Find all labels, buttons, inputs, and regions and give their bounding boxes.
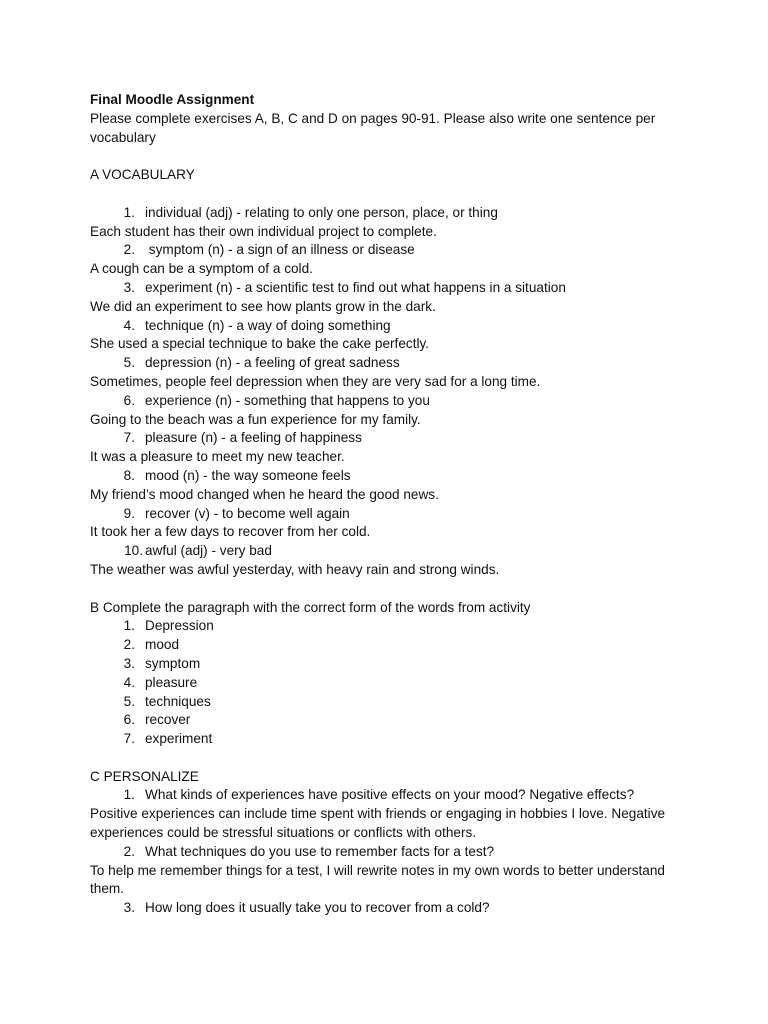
question-item	[90, 899, 690, 918]
answer-number: 7.	[123, 731, 135, 747]
vocab-item	[90, 505, 690, 524]
answer-number: 2.	[123, 637, 135, 653]
answer-word: mood	[145, 637, 180, 653]
vocab-number: 7.	[123, 430, 135, 446]
answer-word: pleasure	[145, 674, 198, 690]
answer-number: 3.	[123, 655, 135, 671]
document-page	[90, 91, 690, 918]
vocab-number: 2.	[123, 242, 135, 258]
vocab-item	[90, 354, 690, 373]
vocab-number: 9.	[123, 505, 135, 521]
vocab-item	[90, 429, 690, 448]
vocab-sentence: A cough can be a symptom of a cold.	[90, 261, 313, 277]
answer-item	[90, 655, 690, 674]
answer-item	[90, 636, 690, 655]
document-title: Final Moodle Assignment	[90, 92, 255, 107]
vocab-item	[90, 241, 690, 260]
vocab-number: 4.	[123, 317, 135, 333]
answer-word: Depression	[145, 618, 214, 634]
answer-number: 4.	[123, 674, 135, 690]
section-a-heading: A VOCABULARY	[90, 167, 195, 183]
answer-word: recover	[145, 712, 191, 728]
question-item	[90, 843, 690, 862]
answer-item	[90, 730, 690, 749]
spacer	[90, 580, 690, 599]
vocab-definition: recover (v) - to become well again	[145, 505, 350, 521]
vocab-item	[90, 392, 690, 411]
vocab-number: 6.	[123, 392, 135, 408]
answer-number: 6.	[123, 712, 135, 728]
vocab-number: 3.	[123, 279, 135, 295]
vocab-sentence: My friend’s mood changed when he heard the good news.	[90, 486, 439, 502]
vocab-sentence: Going to the beach was a fun experience for my family.	[90, 411, 421, 427]
vocab-item	[90, 204, 690, 223]
vocab-sentence: She used a special technique to bake the cake perfectly.	[90, 336, 430, 352]
section-b-heading: B Complete the paragraph with the correct form of the words from activity	[90, 599, 531, 615]
answer-number: 1.	[123, 618, 135, 634]
spacer	[90, 749, 690, 768]
vocab-number: 1.	[123, 204, 135, 220]
vocab-sentence: Each student has their own individual project to complete.	[90, 223, 437, 239]
answer-word: symptom	[145, 655, 201, 671]
spacer	[90, 147, 690, 166]
answer-item	[90, 617, 690, 636]
answer-item	[90, 711, 690, 730]
vocab-sentence: The weather was awful yesterday, with heavy rain and strong winds.	[90, 561, 500, 577]
vocab-item	[90, 542, 690, 561]
question-number: 2.	[123, 843, 135, 859]
vocab-number: 10.	[124, 543, 143, 559]
question-item	[90, 786, 690, 805]
vocab-item	[90, 317, 690, 336]
vocab-definition: symptom (n) - a sign of an illness or disease	[145, 242, 415, 258]
question-number: 1.	[123, 787, 135, 803]
vocab-definition: individual (adj) - relating to only one person, place, or thing	[145, 204, 498, 220]
question-number: 3.	[123, 900, 135, 916]
vocab-number: 5.	[123, 355, 135, 371]
answer-number: 5.	[123, 693, 135, 709]
vocab-definition: depression (n) - a feeling of great sadness	[145, 355, 400, 371]
vocab-definition: experience (n) - something that happens to you	[145, 392, 430, 408]
answer-item	[90, 674, 690, 693]
document-intro: Please complete exercises A, B, C and D on pages 90-91. Please also write one sentence per vocabulary	[90, 110, 656, 145]
question-text: How long does it usually take you to recover from a cold?	[145, 900, 490, 916]
answer-text: Positive experiences can include time spent with friends or engaging in hobbies I love. Negative experiences could be stressful situations or conflicts with others.	[90, 806, 666, 841]
vocab-definition: mood (n) - the way someone feels	[145, 467, 351, 483]
vocab-number: 8.	[123, 467, 135, 483]
vocab-definition: awful (adj) - very bad	[145, 543, 272, 559]
question-text: What kinds of experiences have positive effects on your mood? Negative effects?	[145, 787, 635, 803]
vocab-definition: pleasure (n) - a feeling of happiness	[145, 430, 362, 446]
vocab-definition: experiment (n) - a scientific test to find out what happens in a situation	[145, 279, 566, 295]
answer-text: To help me remember things for a test, I will rewrite notes in my own words to better understand them.	[90, 862, 665, 897]
spacer	[90, 185, 690, 204]
vocab-sentence: We did an experiment to see how plants grow in the dark.	[90, 298, 436, 314]
answer-word: experiment	[145, 731, 213, 747]
vocab-sentence: It took her a few days to recover from her cold.	[90, 524, 371, 540]
answer-item	[90, 693, 690, 712]
vocab-item	[90, 279, 690, 298]
vocab-definition: technique (n) - a way of doing something	[145, 317, 391, 333]
section-c-heading: C PERSONALIZE	[90, 768, 199, 784]
vocab-sentence: It was a pleasure to meet my new teacher.	[90, 449, 345, 465]
vocab-item	[90, 467, 690, 486]
answer-word: techniques	[145, 693, 211, 709]
question-text: What techniques do you use to remember facts for a test?	[145, 843, 495, 859]
vocab-sentence: Sometimes, people feel depression when they are very sad for a long time.	[90, 373, 541, 389]
